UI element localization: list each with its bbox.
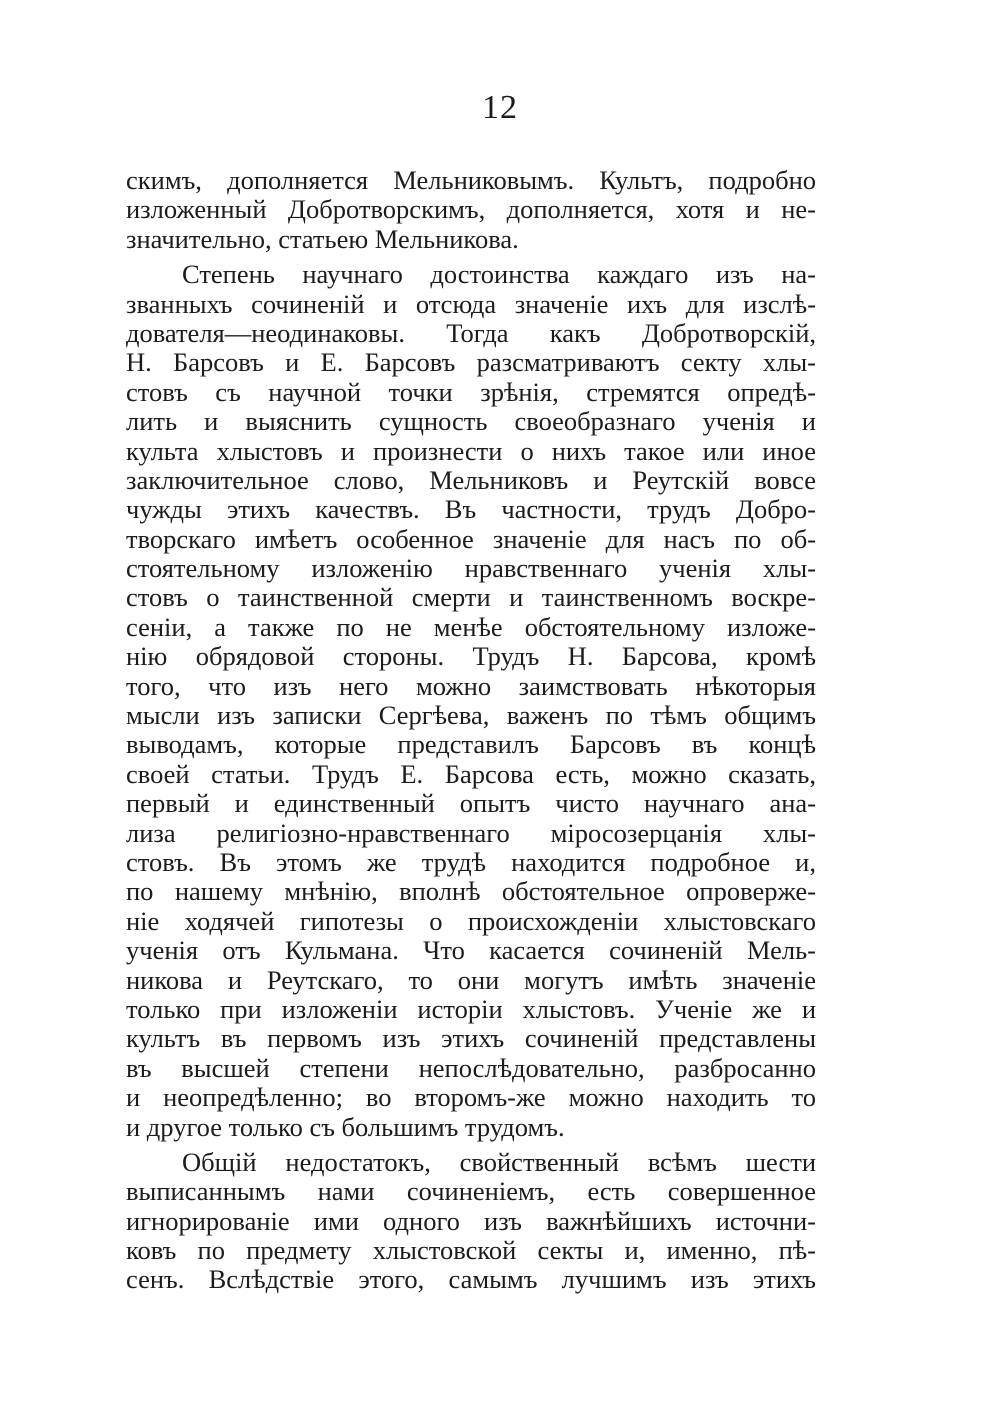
text-line: скимъ, дополняется Мельниковымъ. Культъ, подробно xyxy=(126,165,816,195)
text-line: своей статьи. Трудъ Е. Барсова есть, можно сказать, xyxy=(126,758,816,789)
text-line: ученія отъ Кульмана. Что касается сочиненій Мель- xyxy=(126,935,816,966)
text-line: нію обрядовой стороны. Трудъ Н. Барсова, кромѣ xyxy=(126,641,816,672)
text-line: лить и выяснить сущность своеобразнаго ученія и xyxy=(126,406,816,437)
text-line: культъ въ первомъ изъ этихъ сочиненій представлены xyxy=(126,1023,816,1054)
text-line: значительно, статьею Мельникова. xyxy=(126,223,519,254)
page-number: 12 xyxy=(482,89,518,126)
text-line: стовъ съ научной точки зрѣнія, стремятся опредѣ- xyxy=(126,376,816,407)
text-line: Степень научнаго достоинства каждаго изъ на- xyxy=(182,259,816,290)
paragraph-2 xyxy=(126,260,816,1142)
text-line: сенъ. Вслѣдствіе этого, самымъ лучшимъ изъ этихъ xyxy=(126,1264,816,1295)
text-line: стоятельному изложенію нравственнаго ученія хлы- xyxy=(126,553,816,584)
text-line: заключительное слово, Мельниковъ и Реутскій вовсе xyxy=(126,464,816,495)
text-line: въ высшей степени непослѣдовательно, разбросанно xyxy=(126,1052,816,1083)
text-line: никова и Реутскаго, то они могутъ имѣть значеніе xyxy=(126,964,816,995)
text-line: только при изложеніи исторіи хлыстовъ. Ученіе же и xyxy=(126,993,816,1024)
paragraph-3 xyxy=(126,1148,816,1295)
text-line: изложенный Добротворскимъ, дополняется, хотя и не- xyxy=(126,194,816,225)
text-line: первый и единственный опытъ чисто научнаго ана- xyxy=(126,788,816,819)
text-line: лиза религіозно-нравственнаго міросозерцанія хлы- xyxy=(126,817,816,848)
text-line: сеніи, а также по не менѣе обстоятельному изложе- xyxy=(126,611,816,642)
text-line: стовъ. Въ этомъ же трудѣ находится подробное и, xyxy=(126,846,816,877)
text-line: чужды этихъ качествъ. Въ частности, трудъ Добро- xyxy=(126,494,816,525)
text-line: званныхъ сочиненій и отсюда значеніе ихъ для изслѣ- xyxy=(126,288,816,319)
text-line: по нашему мнѣнію, вполнѣ обстоятельное опроверже- xyxy=(126,876,816,907)
text-line: и неопредѣленно; во второмъ-же можно находить то xyxy=(126,1082,816,1113)
text-line: того, что изъ него можно заимствовать нѣкоторыя xyxy=(126,670,816,701)
body-text xyxy=(126,166,816,1295)
text-line: выводамъ, которые представилъ Барсовъ въ концѣ xyxy=(126,729,816,760)
text-line: дователя—неодинаковы. Тогда какъ Добротворскій, xyxy=(126,317,816,348)
paragraph-1 xyxy=(126,166,816,254)
text-line: ніе ходячей гипотезы о происхожденіи хлыстовскаго xyxy=(126,905,816,936)
text-line: ковъ по предмету хлыстовской секты и, именно, пѣ- xyxy=(126,1235,816,1266)
text-line: творскаго имѣетъ особенное значеніе для насъ по об- xyxy=(126,523,816,554)
text-line: Н. Барсовъ и Е. Барсовъ разсматриваютъ секту хлы- xyxy=(126,347,816,378)
text-line: Общій недостатокъ, свойственный всѣмъ шести xyxy=(182,1146,816,1177)
text-line: и другое только съ большимъ трудомъ. xyxy=(126,1111,565,1142)
text-line: выписаннымъ нами сочиненіемъ, есть совершенное xyxy=(126,1176,816,1207)
text-line: культа хлыстовъ и произнести о нихъ такое или иное xyxy=(126,435,816,466)
text-line: игнорированіе ими одного изъ важнѣйшихъ источни- xyxy=(126,1205,816,1236)
text-line: стовъ о таинственной смерти и таинственномъ воскре- xyxy=(126,582,816,613)
text-line: мысли изъ записки Сергѣева, важенъ по тѣмъ общимъ xyxy=(126,700,816,731)
